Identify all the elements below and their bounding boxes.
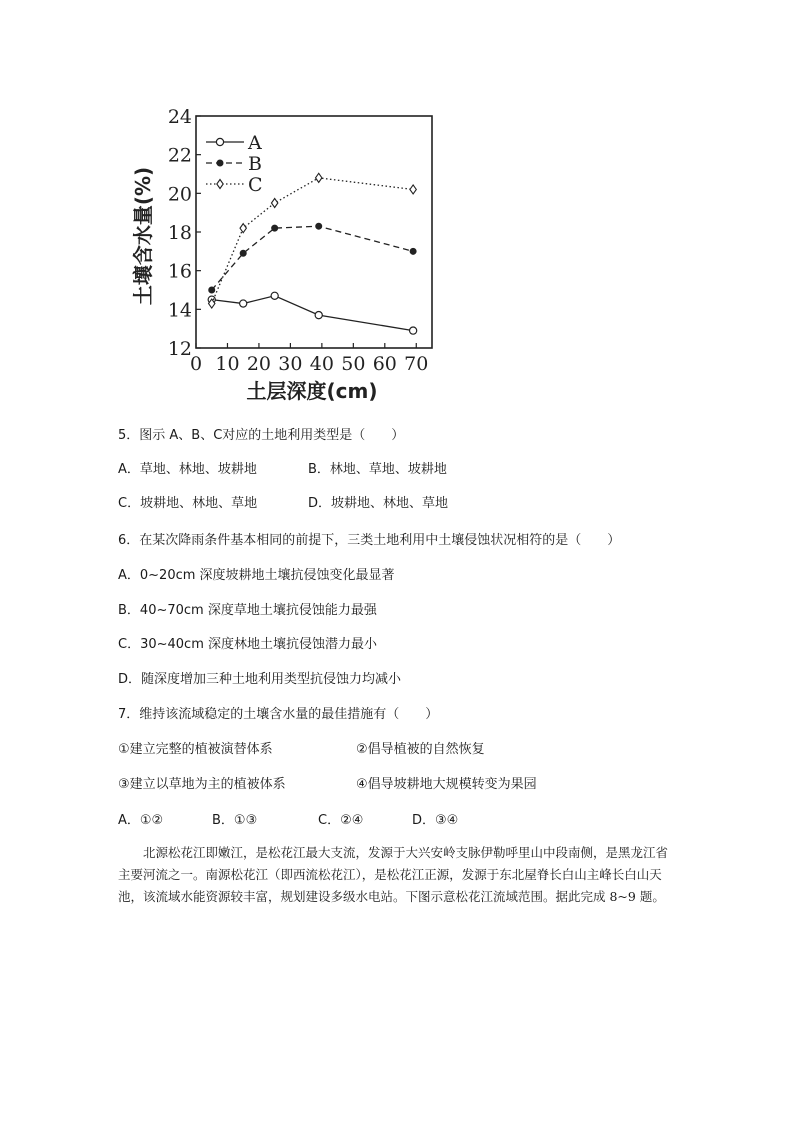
question-6-option-d: D．随深度增加三种土地利用类型抗侵蚀力均减小 bbox=[118, 672, 402, 687]
y-tick-label: 12 bbox=[167, 338, 192, 360]
passage-text: 北源松花江即嫩江，是松花江最大支流，发源于大兴安岭支脉伊勒呼里山中段南侧，是黑龙江省主要河流之一。南源松花江（即西流松花江），是松花江正源，发源于东北屋脊长白山主峰长白山天池，该流域水能资源较丰富，规划建设多级水电站。下图示意松花江流域范围。据此完成 8~9 题。 bbox=[118, 845, 669, 904]
y-tick-label: 18 bbox=[167, 222, 192, 244]
legend-label-A: A bbox=[248, 132, 262, 154]
soil-moisture-chart bbox=[120, 100, 450, 410]
question-5-option-d: D．坡耕地、林地、草地 bbox=[308, 496, 449, 511]
data-point-C bbox=[271, 199, 277, 208]
data-point-B bbox=[272, 225, 278, 231]
question-5-option-b: B．林地、草地、坡耕地 bbox=[308, 462, 447, 477]
data-point-A bbox=[240, 300, 247, 307]
x-tick-label: 20 bbox=[246, 353, 272, 375]
x-tick-label: 10 bbox=[215, 353, 240, 375]
y-tick-label: 20 bbox=[167, 183, 192, 206]
legend bbox=[206, 132, 263, 196]
question-6-option-a: A．0~20cm 深度坡耕地土壤抗侵蚀变化最显著 bbox=[118, 568, 395, 583]
data-point-A bbox=[410, 327, 417, 334]
data-point-B bbox=[240, 250, 246, 256]
question-7-item-2: ②倡导植被的自然恢复 bbox=[356, 742, 485, 757]
question-7-option-d: D．③④ bbox=[412, 813, 459, 828]
question-7-item-4: ④倡导坡耕地大规模转变为果园 bbox=[356, 777, 537, 792]
data-point-C bbox=[240, 224, 246, 233]
legend-label-C: C bbox=[248, 174, 263, 196]
question-5-option-a: A．草地、林地、坡耕地 bbox=[118, 462, 257, 477]
y-tick-label: 24 bbox=[167, 106, 192, 128]
data-point-A bbox=[315, 312, 322, 319]
data-point-B bbox=[410, 248, 416, 254]
series-line-C bbox=[212, 178, 413, 304]
legend-marker-A bbox=[216, 138, 223, 145]
x-tick-label: 50 bbox=[341, 353, 366, 375]
legend-marker-B bbox=[217, 160, 223, 166]
question-6-option-b: B．40~70cm 深度草地土壤抗侵蚀能力最强 bbox=[118, 603, 377, 618]
x-tick-label: 70 bbox=[404, 353, 429, 375]
question-6-option-c: C．30~40cm 深度林地土壤抗侵蚀潜力最小 bbox=[118, 637, 377, 652]
reading-passage bbox=[118, 842, 678, 908]
data-point-A bbox=[271, 292, 278, 299]
question-7-option-c: C．②④ bbox=[318, 813, 364, 828]
y-tick-label: 14 bbox=[167, 299, 192, 322]
question-5-option-c: C．坡耕地、林地、草地 bbox=[118, 496, 258, 511]
data-point-B bbox=[316, 223, 322, 229]
series-B bbox=[209, 223, 416, 293]
x-tick-label: 40 bbox=[309, 353, 334, 375]
question-7-option-a: A．①② bbox=[118, 813, 164, 828]
y-tick-label: 16 bbox=[167, 260, 192, 283]
legend-marker-C bbox=[217, 180, 223, 189]
series-line-B bbox=[212, 226, 413, 290]
question-5-stem: 5．图示 A、B、C对应的土地利用类型是（ ） bbox=[118, 428, 405, 443]
x-tick-label: 0 bbox=[189, 353, 203, 375]
data-point-C bbox=[410, 185, 416, 194]
series-C bbox=[209, 173, 417, 308]
y-tick-label: 22 bbox=[167, 144, 192, 167]
legend-label-B: B bbox=[248, 153, 262, 175]
x-tick-label: 60 bbox=[372, 353, 397, 375]
question-7-item-3: ③建立以草地为主的植被体系 bbox=[118, 777, 286, 792]
data-point-C bbox=[316, 173, 322, 182]
series-A bbox=[208, 292, 417, 334]
question-7-stem: 7．维持该流域稳定的土壤含水量的最佳措施有（ ） bbox=[118, 707, 439, 722]
data-point-B bbox=[209, 287, 215, 293]
question-7-item-1: ①建立完整的植被演替体系 bbox=[118, 742, 273, 757]
x-tick-label: 30 bbox=[278, 353, 303, 375]
x-axis-label: 土层深度(cm) bbox=[246, 379, 378, 403]
y-axis-label: 土壤含水量(%) bbox=[131, 166, 155, 306]
question-7-option-b: B．①③ bbox=[212, 813, 258, 828]
question-6-stem: 6．在某次降雨条件基本相同的前提下，三类土地利用中土壤侵蚀状况相符的是（ ） bbox=[118, 533, 621, 548]
